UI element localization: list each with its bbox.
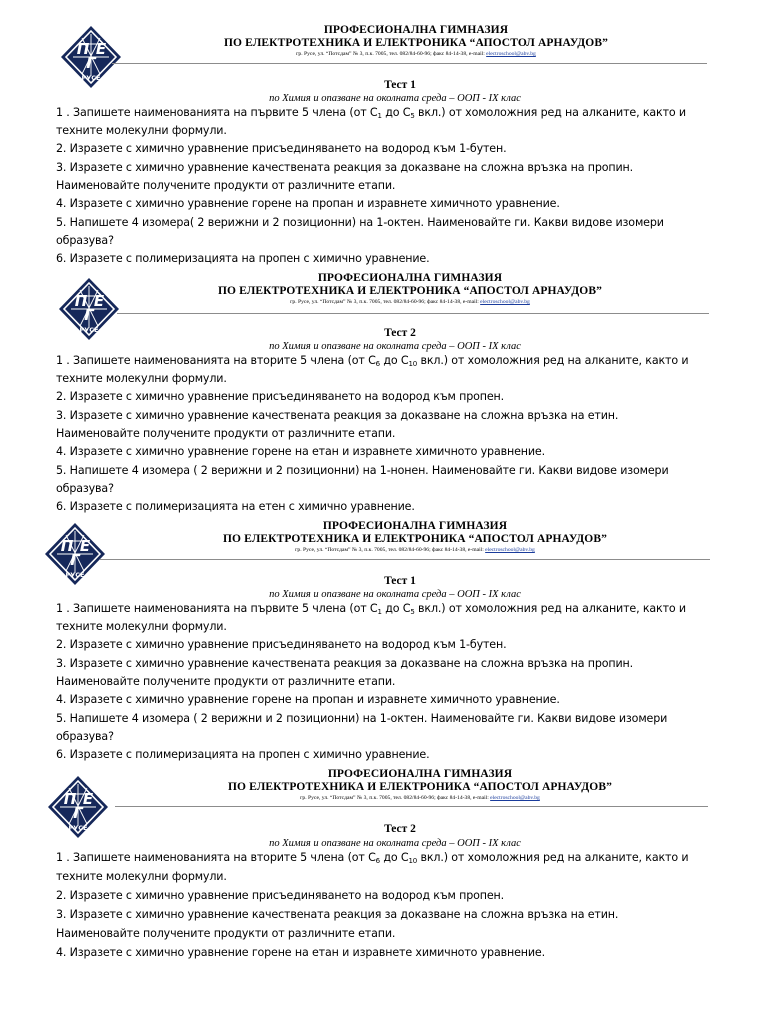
test-sheet xyxy=(0,744,768,992)
test-title: Тест 2 xyxy=(384,327,416,339)
svg-text:Е: Е xyxy=(95,40,107,58)
svg-text:РУСЕ: РУСЕ xyxy=(65,571,85,579)
school-name-line2: ПО ЕЛЕКТРОТЕХНИКА И ЕЛЕКТРОНИКА “АПОСТОЛ АРНАУДОВ” xyxy=(218,285,602,297)
question-line: 1 . Запишете наименованията на първите 5 члена (от $C_1$ до $C_5$ вкл.) от хомоложния ред на алканите, както и xyxy=(56,106,686,120)
question-line: 2. Изразете с химично уравнение присъединяването на водород към 1-бутен. xyxy=(56,638,507,651)
question-line: 1 . Запишете наименованията на вторите 5 члена (от $C_6$ до $C_{10}$ вкл.) от хомоложния ред на алканите, както и xyxy=(56,851,689,865)
question-line: техните молекулни формули. xyxy=(56,870,227,883)
svg-text:РУСЕ: РУСЕ xyxy=(81,74,101,82)
school-name-line2: ПО ЕЛЕКТРОТЕХНИКА И ЕЛЕКТРОНИКА “АПОСТОЛ АРНАУДОВ” xyxy=(223,533,607,545)
test-subject: по Химия и опазване на околната среда – ООП - IX клас xyxy=(269,341,521,352)
test-sheet xyxy=(0,248,768,513)
school-name-line1: ПРОФЕСИОНАЛНА ГИМНАЗИЯ xyxy=(317,272,503,284)
address-text: гр. Русе, ул. “Потсдам” № 3, п.к. 7005, тел. 082/84-60-96; факс 84-14-38, e-mail: xyxy=(290,299,479,305)
svg-text:РУСЕ: РУСЕ xyxy=(79,326,99,334)
header-divider xyxy=(115,806,708,807)
email-link[interactable]: electroschool@abv.bg xyxy=(490,795,540,801)
question-line: 2. Изразете с химично уравнение присъединяването на водород към пропен. xyxy=(56,390,505,403)
email-link[interactable]: electroschool@abv.bg xyxy=(480,299,530,305)
header-divider xyxy=(100,559,710,560)
school-header xyxy=(165,520,665,554)
question-line: техните молекулни формули. xyxy=(56,124,227,137)
svg-text:П: П xyxy=(63,790,77,808)
school-address xyxy=(165,546,665,554)
school-address xyxy=(170,794,670,802)
svg-text:П: П xyxy=(76,40,90,58)
question-line: 5. Напишете 4 изомера ( 2 верижни и 2 позиционни) на 1-октен. Наименовайте ги. Какви видове изомери xyxy=(56,712,668,725)
school-address xyxy=(160,298,660,306)
question-line: 5. Напишете 4 изомера ( 2 верижни и 2 позиционни) на 1-нонен. Наименовайте ги. Какви видове изомери xyxy=(56,464,669,477)
question-line: 5. Напишете 4 изомера( 2 верижни и 2 позиционни) на 1-октен. Наименовайте ги. Какви видове изомери xyxy=(56,216,664,229)
question-line: 2. Изразете с химично уравнение присъединяването на водород към 1-бутен. xyxy=(56,142,507,155)
question-line: 4. Изразете с химично уравнение горене на етан и изравнете химичното уравнение. xyxy=(56,445,545,458)
school-name-line2: ПО ЕЛЕКТРОТЕХНИКА И ЕЛЕКТРОНИКА “АПОСТОЛ АРНАУДОВ” xyxy=(224,37,608,49)
school-name-line1: ПРОФЕСИОНАЛНА ГИМНАЗИЯ xyxy=(327,768,513,780)
question-line: техните молекулни формули. xyxy=(56,372,227,385)
test-subject: по Химия и опазване на околната среда – ООП - IX клас xyxy=(269,589,521,600)
address-text: гр. Русе, ул. “Потсдам” № 3, п.к. 7005, тел. 082/84-60-96; факс 84-14-38, e-mail: xyxy=(295,547,484,553)
school-address xyxy=(166,50,666,58)
test-sheet xyxy=(0,0,768,265)
test-title: Тест 2 xyxy=(384,823,416,835)
svg-text:Г: Г xyxy=(84,306,94,324)
question-line: образува? xyxy=(56,234,114,247)
question-line: образува? xyxy=(56,730,114,743)
test-subject: по Химия и опазване на околната среда – ООП - IX клас xyxy=(269,93,521,104)
header-divider xyxy=(117,313,709,314)
question-line: 6. Изразете с полимеризацията на пропен с химично уравнение. xyxy=(56,252,430,265)
question-line: 2. Изразете с химично уравнение присъединяването на водород към пропен. xyxy=(56,889,505,902)
email-link[interactable]: electroschool@abv.bg xyxy=(485,547,535,553)
school-name-line1: ПРОФЕСИОНАЛНА ГИМНАЗИЯ xyxy=(323,24,509,36)
svg-text:Е: Е xyxy=(82,790,94,808)
question-line: 1 . Запишете наименованията на първите 5 члена (от $C_1$ до $C_5$ вкл.) от хомоложния ред на алканите, както и xyxy=(56,602,686,616)
test-title: Тест 1 xyxy=(384,79,416,91)
question-line: 3. Изразете с химично уравнение качествената реакция за доказване на сложна връзка на пропин. xyxy=(56,161,634,174)
test-subject: по Химия и опазване на околната среда – ООП - IX клас xyxy=(269,838,521,849)
question-line: 6. Изразете с полимеризацията на етен с химично уравнение. xyxy=(56,500,415,513)
question-line: 4. Изразете с химично уравнение горене на пропан и изравнете химичното уравнение. xyxy=(56,693,560,706)
svg-text:Е: Е xyxy=(93,292,105,310)
svg-text:РУСЕ: РУСЕ xyxy=(68,824,88,832)
question-line: 3. Изразете с химично уравнение качествената реакция за доказване на сложна връзка на етин. xyxy=(56,409,619,422)
question-line: Наименовайте получените продукти от различните етапи. xyxy=(56,427,396,440)
question-line: 3. Изразете с химично уравнение качествената реакция за доказване на сложна връзка на етин. xyxy=(56,908,619,921)
question-line: образува? xyxy=(56,482,114,495)
question-line: техните молекулни формули. xyxy=(56,620,227,633)
svg-text:П: П xyxy=(60,537,74,555)
question-line: 1 . Запишете наименованията на вторите 5 члена (от $C_6$ до $C_{10}$ вкл.) от хомоложния ред на алканите, както и xyxy=(56,354,689,368)
question-line: 6. Изразете с полимеризацията на пропен с химично уравнение. xyxy=(56,748,430,761)
school-header xyxy=(166,24,666,58)
question-line: 4. Изразете с химично уравнение горене на пропан и изравнете химичното уравнение. xyxy=(56,197,560,210)
question-line: Наименовайте получените продукти от различните етапи. xyxy=(56,927,396,940)
svg-text:Г: Г xyxy=(70,551,80,569)
school-name-line1: ПРОФЕСИОНАЛНА ГИМНАЗИЯ xyxy=(322,520,508,532)
svg-text:Г: Г xyxy=(73,804,83,822)
svg-text:П: П xyxy=(74,292,88,310)
school-header xyxy=(160,272,660,306)
question-line: Наименовайте получените продукти от различните етапи. xyxy=(56,675,396,688)
question-line: Наименовайте получените продукти от различните етапи. xyxy=(56,179,396,192)
address-text: гр. Русе, ул. “Потсдам” № 3, п.к. 7005, тел. 082/84-60-96; факс 84-14-38, e-mail: xyxy=(300,795,489,801)
question-line: 4. Изразете с химично уравнение горене на етан и изравнете химичното уравнение. xyxy=(56,946,545,959)
question-line: 3. Изразете с химично уравнение качествената реакция за доказване на сложна връзка на пропин. xyxy=(56,657,634,670)
test-sheet xyxy=(0,496,768,761)
address-text: гр. Русе, ул. “Потсдам” № 3, п.к. 7005, тел. 082/84-60-96; факс 84-14-38, e-mail: xyxy=(296,51,485,57)
email-link[interactable]: electroschool@abv.bg xyxy=(486,51,536,57)
school-header xyxy=(170,768,670,802)
svg-text:Е: Е xyxy=(79,537,91,555)
header-divider xyxy=(112,63,707,64)
school-name-line2: ПО ЕЛЕКТРОТЕХНИКА И ЕЛЕКТРОНИКА “АПОСТОЛ АРНАУДОВ” xyxy=(228,781,612,793)
svg-text:Г: Г xyxy=(86,54,96,72)
test-title: Тест 1 xyxy=(384,575,416,587)
